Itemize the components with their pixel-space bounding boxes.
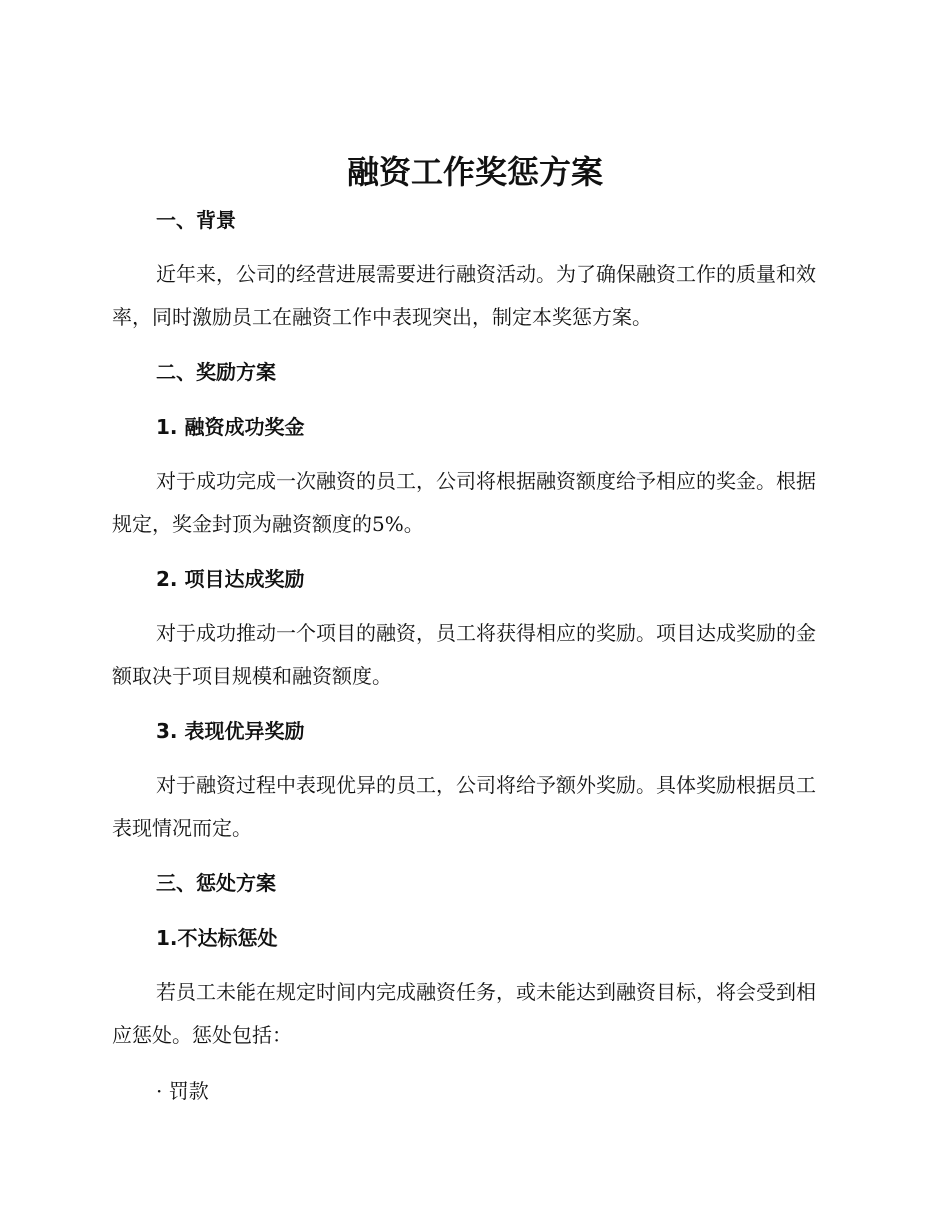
subheading-excellence-reward: 3. 表现优异奖励 [156,719,305,743]
paragraph-financing-bonus: 对于成功完成一次融资的员工，公司将根据融资额度给予相应的奖金。根据规定，奖金封顶为融资额度的5%。 [112,469,816,536]
subheading-project-reward: 2. 项目达成奖励 [156,567,305,591]
subheading-underperformance-penalty: 1.不达标惩处 [156,926,278,950]
paragraph-underperformance-penalty: 若员工未能在规定时间内完成融资任务，或未能达到融资目标，将会受到相应惩处。惩处包括： [112,980,816,1047]
subheading-financing-bonus: 1. 融资成功奖金 [156,415,305,439]
paragraph-project-reward: 对于成功推动一个项目的融资，员工将获得相应的奖励。项目达成奖励的金额取决于项目规模和融资额度。 [112,621,816,688]
bullet-item-fine: · 罚款 [156,1079,209,1103]
section-heading-penalties: 三、惩处方案 [156,871,276,895]
document-title: 融资工作奖惩方案 [346,153,603,191]
paragraph-excellence-reward: 对于融资过程中表现优异的员工，公司将给予额外奖励。具体奖励根据员工表现情况而定。 [112,773,816,840]
section-heading-background: 一、背景 [156,208,236,232]
paragraph-background: 近年来，公司的经营进展需要进行融资活动。为了确保融资工作的质量和效率，同时激励员工在融资工作中表现突出，制定本奖惩方案。 [112,262,816,329]
section-heading-rewards: 二、奖励方案 [156,360,276,384]
